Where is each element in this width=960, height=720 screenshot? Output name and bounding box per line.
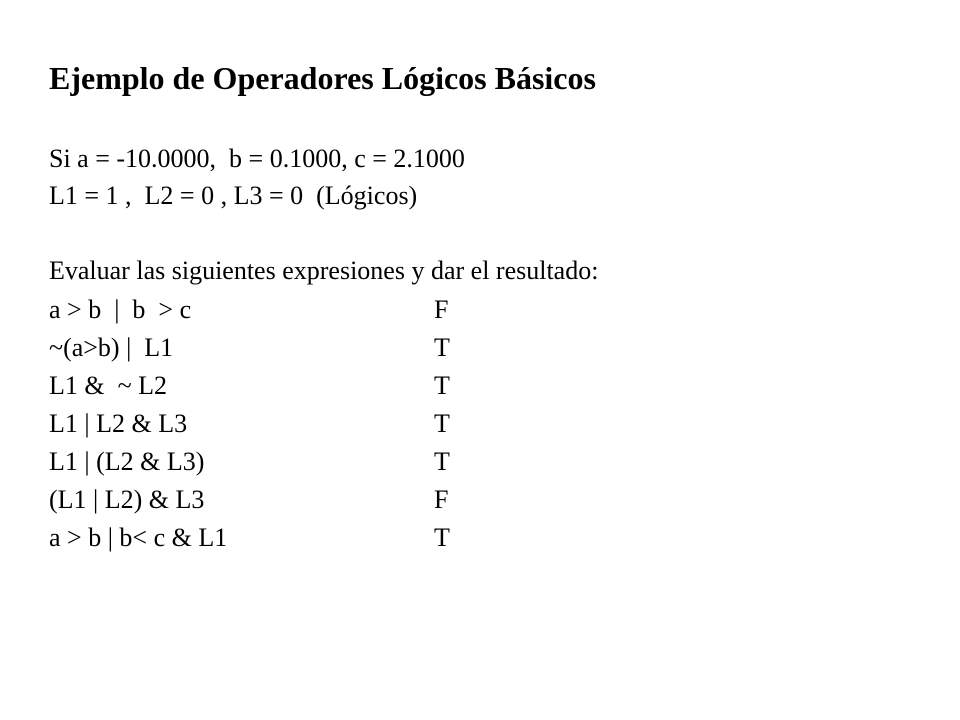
- result-7: T: [434, 523, 450, 552]
- result-2: T: [434, 333, 450, 362]
- expression-4: L1 | L2 & L3: [49, 409, 188, 438]
- expression-2: ~(a>b) | L1: [49, 333, 174, 362]
- expression-6: (L1 | L2) & L3: [49, 485, 205, 514]
- expression-7: a > b | b< c & L1: [49, 523, 228, 552]
- result-1: F: [434, 295, 449, 324]
- expression-1: a > b | b > c: [49, 295, 192, 324]
- slide-title: Ejemplo de Operadores Lógicos Básicos: [49, 60, 596, 96]
- instruction-text: Evaluar las siguientes expresiones y dar el resultado:: [49, 256, 599, 285]
- result-4: T: [434, 409, 450, 438]
- given-values-text: Si a = -10.0000, b = 0.1000, c = 2.1000: [49, 144, 465, 173]
- result-6: F: [434, 485, 449, 514]
- result-3: T: [434, 371, 450, 400]
- expression-3: L1 & ~ L2: [49, 371, 168, 400]
- result-5: T: [434, 447, 450, 476]
- expression-5: L1 | (L2 & L3): [49, 447, 205, 476]
- logical-values-text: L1 = 1 , L2 = 0 , L3 = 0 (Lógicos): [49, 181, 418, 210]
